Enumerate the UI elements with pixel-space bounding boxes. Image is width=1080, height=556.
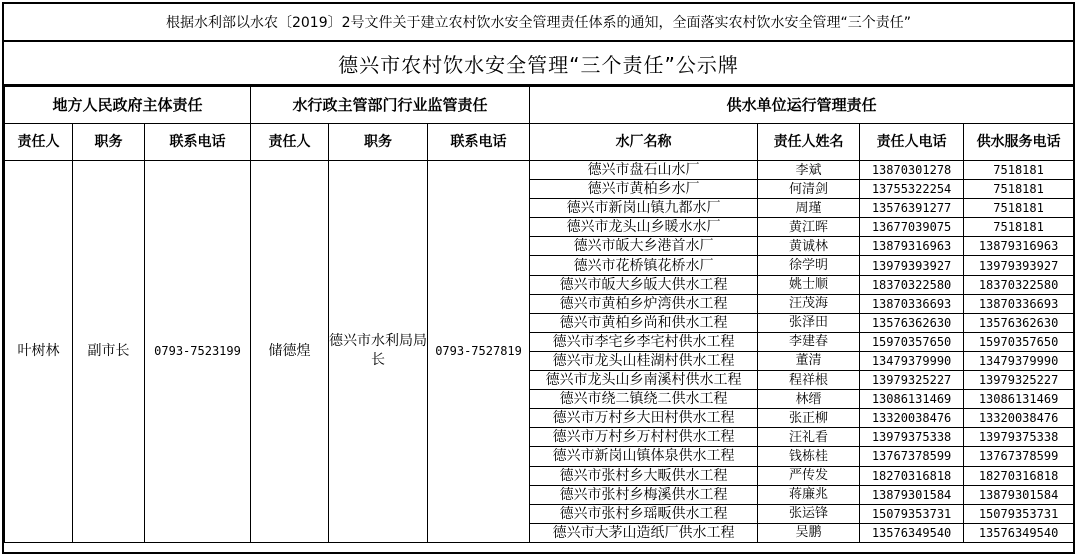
plant-name: 德兴市龙头山桂湖村供水工程 (530, 351, 758, 370)
header-wa-post: 职务 (329, 124, 428, 161)
manager-phone: 13576391277 (860, 199, 964, 218)
section-water-admin: 水行政主管部门行业监管责任 (251, 87, 530, 124)
gov-phone: 0793-7523199 (145, 161, 251, 543)
manager-phone: 13879301584 (860, 485, 964, 504)
manager-name: 张正柳 (758, 409, 860, 428)
service-phone: 13767378599 (964, 447, 1074, 466)
plant-name: 德兴市张村乡瑶畈供水工程 (530, 504, 758, 523)
manager-phone: 13320038476 (860, 409, 964, 428)
service-phone: 13879301584 (964, 485, 1074, 504)
manager-phone: 13677039075 (860, 218, 964, 237)
manager-name: 李斌 (758, 161, 860, 180)
service-phone: 13576349540 (964, 523, 1074, 542)
gov-person: 叶树林 (5, 161, 73, 543)
plant-name: 德兴市张村乡梅溪供水工程 (530, 485, 758, 504)
responsibility-table (4, 86, 1074, 543)
plant-name: 德兴市龙头山乡暖水水厂 (530, 218, 758, 237)
service-phone: 7518181 (964, 218, 1074, 237)
manager-name: 姚士顺 (758, 275, 860, 294)
section-header-row (5, 87, 1074, 124)
service-phone: 13979325227 (964, 371, 1074, 390)
service-phone: 13320038476 (964, 409, 1074, 428)
manager-phone: 13870336693 (860, 294, 964, 313)
manager-name: 钱栋桂 (758, 447, 860, 466)
service-phone: 18370322580 (964, 275, 1074, 294)
plant-name: 德兴市绕二镇绕二供水工程 (530, 390, 758, 409)
manager-name: 严传发 (758, 466, 860, 485)
manager-phone: 18270316818 (860, 466, 964, 485)
plant-name: 德兴市皈大乡港首水厂 (530, 237, 758, 256)
header-gov-post: 职务 (73, 124, 145, 161)
plant-name: 德兴市李宅乡李宅村供水工程 (530, 332, 758, 351)
manager-name: 徐学明 (758, 256, 860, 275)
wa-person: 储德煌 (251, 161, 329, 543)
plant-name: 德兴市黄柏乡水厂 (530, 180, 758, 199)
plant-name: 德兴市万村乡大田村供水工程 (530, 409, 758, 428)
manager-name: 黄江晖 (758, 218, 860, 237)
plant-name: 德兴市盘石山水厂 (530, 161, 758, 180)
service-phone: 15970357650 (964, 332, 1074, 351)
header-manager-phone: 责任人电话 (860, 124, 964, 161)
manager-phone: 13979375338 (860, 428, 964, 447)
manager-name: 林缙 (758, 390, 860, 409)
manager-name: 张泽田 (758, 313, 860, 332)
manager-name: 周瑾 (758, 199, 860, 218)
manager-phone: 15079353731 (860, 504, 964, 523)
section-gov: 地方人民政府主体责任 (5, 87, 251, 124)
manager-phone: 18370322580 (860, 275, 964, 294)
section-supply: 供水单位运行管理责任 (530, 87, 1074, 124)
manager-phone: 13576362630 (860, 313, 964, 332)
manager-phone: 15970357650 (860, 332, 964, 351)
service-phone: 13979375338 (964, 428, 1074, 447)
service-phone: 7518181 (964, 180, 1074, 199)
manager-phone: 13755322254 (860, 180, 964, 199)
manager-name: 黄诚林 (758, 237, 860, 256)
service-phone: 13979393927 (964, 256, 1074, 275)
service-phone: 13870336693 (964, 294, 1074, 313)
service-phone: 7518181 (964, 199, 1074, 218)
manager-name: 蒋廉兆 (758, 485, 860, 504)
plant-name: 德兴市大茅山造纸厂供水工程 (530, 523, 758, 542)
manager-phone: 13979393927 (860, 256, 964, 275)
header-wa-person: 责任人 (251, 124, 329, 161)
manager-phone: 13870301278 (860, 161, 964, 180)
manager-name: 董清 (758, 351, 860, 370)
manager-phone: 13576349540 (860, 523, 964, 542)
plant-name: 德兴市黄柏乡尚和供水工程 (530, 313, 758, 332)
header-gov-person: 责任人 (5, 124, 73, 161)
service-phone: 13576362630 (964, 313, 1074, 332)
plant-name: 德兴市黄柏乡炉湾供水工程 (530, 294, 758, 313)
plant-name: 德兴市新岗山镇九都水厂 (530, 199, 758, 218)
table-row (5, 161, 1074, 180)
plant-name: 德兴市张村乡大畈供水工程 (530, 466, 758, 485)
manager-name: 汪礼看 (758, 428, 860, 447)
gov-post: 副市长 (73, 161, 145, 543)
header-manager: 责任人姓名 (758, 124, 860, 161)
service-phone: 7518181 (964, 161, 1074, 180)
header-service-phone: 供水服务电话 (964, 124, 1074, 161)
wa-post: 德兴市水利局局长 (329, 161, 428, 543)
service-phone: 15079353731 (964, 504, 1074, 523)
notice-text: 根据水利部以水农〔2019〕2号文件关于建立农村饮水安全管理责任体系的通知，全面落实农村饮水安全管理“三个责任” (4, 4, 1073, 42)
manager-name: 汪茂海 (758, 294, 860, 313)
header-plant: 水厂名称 (530, 124, 758, 161)
board-title: 德兴市农村饮水安全管理“三个责任”公示牌 (4, 42, 1073, 86)
service-phone: 13479379990 (964, 351, 1074, 370)
plant-name: 德兴市万村乡万村村供水工程 (530, 428, 758, 447)
column-header-row (5, 124, 1074, 161)
manager-phone: 13979325227 (860, 371, 964, 390)
plant-name: 德兴市皈大乡皈大供水工程 (530, 275, 758, 294)
service-phone: 18270316818 (964, 466, 1074, 485)
manager-name: 程祥根 (758, 371, 860, 390)
manager-phone: 13767378599 (860, 447, 964, 466)
header-wa-phone: 联系电话 (428, 124, 530, 161)
manager-phone: 13086131469 (860, 390, 964, 409)
manager-phone: 13879316963 (860, 237, 964, 256)
plant-name: 德兴市龙头山乡南溪村供水工程 (530, 371, 758, 390)
manager-name: 李建春 (758, 332, 860, 351)
plant-name: 德兴市新岗山镇体泉供水工程 (530, 447, 758, 466)
manager-name: 张运锋 (758, 504, 860, 523)
manager-phone: 13479379990 (860, 351, 964, 370)
header-gov-phone: 联系电话 (145, 124, 251, 161)
wa-phone: 0793-7527819 (428, 161, 530, 543)
manager-name: 吴鹏 (758, 523, 860, 542)
service-phone: 13086131469 (964, 390, 1074, 409)
service-phone: 13879316963 (964, 237, 1074, 256)
plant-name: 德兴市花桥镇花桥水厂 (530, 256, 758, 275)
manager-name: 何清剑 (758, 180, 860, 199)
notice-board (2, 2, 1075, 554)
